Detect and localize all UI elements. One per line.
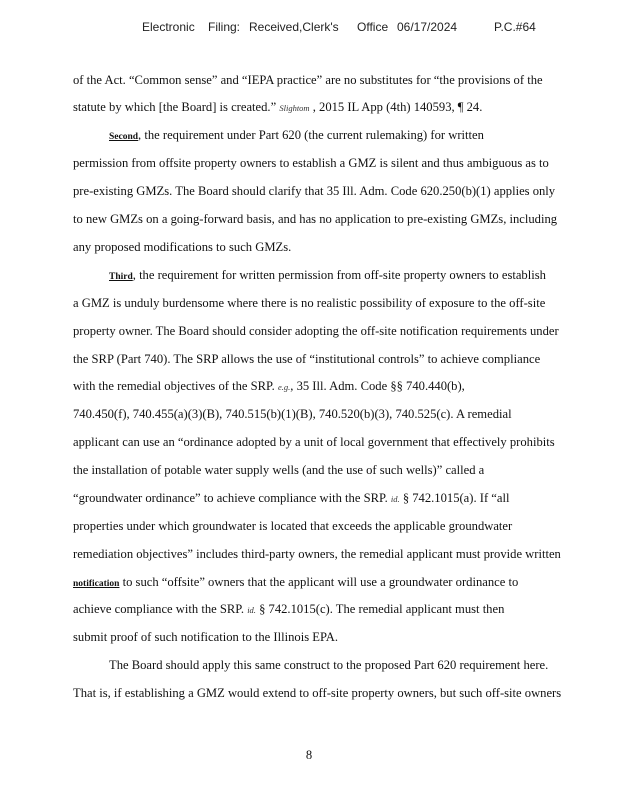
citation-italic: id. — [390, 494, 400, 504]
citation-italic: e.g. — [277, 382, 291, 392]
header-electronic: Electronic — [142, 20, 195, 34]
body-line: submit proof of such notification to the Illinois EPA. — [73, 630, 339, 644]
body-line: That is, if establishing a GMZ would extend to off-site property owners, but such off-site owners — [73, 686, 562, 700]
body-line: permission from offsite property owners to establish a GMZ is silent and thus ambiguous as to — [73, 156, 549, 170]
body-line: Second, the requirement under Part 620 (the current rulemaking) for written — [109, 128, 484, 142]
body-line: applicant can use an “ordinance adopted by a unit of local government that effectively prohibits — [73, 435, 555, 449]
body-line: the installation of potable water supply wells (and the use of such wells)” called a — [73, 463, 485, 477]
body-line: of the Act. “Common sense” and “IEPA practice” are no substitutes for “the provisions of the — [73, 73, 543, 87]
body-line: achieve compliance with the SRP. id. § 742.1015(c). The remedial applicant must then — [73, 602, 505, 616]
body-line: notification to such “offsite” owners that the applicant will use a groundwater ordinance to — [73, 575, 519, 589]
body-line: property owner. The Board should consider adopting the off-site notification requirements under — [73, 324, 559, 338]
body-line: any proposed modifications to such GMZs. — [73, 240, 292, 254]
citation-italic: id. — [247, 605, 256, 615]
header-filing: Filing: — [208, 20, 241, 34]
page-number: 8 — [305, 748, 313, 762]
header-pc-number: P.C.#64 — [494, 20, 536, 34]
body-line: 740.450(f), 740.455(a)(3)(B), 740.515(b)(1)(B), 740.520(b)(3), 740.525(c). A remedial — [73, 407, 512, 421]
underlined-lead: notification — [73, 579, 120, 589]
header-office: Office — [357, 20, 389, 34]
header-received: Received,Clerk's — [249, 20, 339, 34]
body-line: Third, the requirement for written permission from off-site property owners to establish — [109, 268, 546, 282]
body-line: to new GMZs on a going-forward basis, and has no application to pre-existing GMZs, including — [73, 212, 558, 226]
body-line: remediation objectives” includes third-party owners, the remedial applicant must provide written — [73, 547, 561, 561]
header-date: 06/17/2024 — [397, 20, 458, 34]
body-line: “groundwater ordinance” to achieve compliance with the SRP. id. § 742.1015(a). If “all — [73, 491, 510, 505]
body-line: pre-existing GMZs. The Board should clarify that 35 Ill. Adm. Code 620.250(b)(1) applies only — [73, 184, 556, 198]
underlined-lead: Second — [109, 132, 139, 142]
body-line: The Board should apply this same construct to the proposed Part 620 requirement here. — [109, 658, 549, 672]
body-line: statute by which [the Board] is created.” Slightom , 2015 IL App (4th) 140593, ¶ 24. — [73, 100, 483, 114]
underlined-lead: Third — [109, 272, 133, 282]
body-line: a GMZ is unduly burdensome where there is no realistic possibility of exposure to the off-site — [73, 296, 546, 310]
citation-italic: Slightom — [279, 103, 310, 113]
body-line: properties under which groundwater is located that exceeds the applicable groundwater — [73, 519, 513, 533]
body-line: with the remedial objectives of the SRP. e.g., 35 Ill. Adm. Code §§ 740.440(b), — [73, 379, 465, 393]
filing-header — [0, 20, 618, 38]
body-line: the SRP (Part 740). The SRP allows the use of “institutional controls” to achieve compliance — [73, 352, 541, 366]
